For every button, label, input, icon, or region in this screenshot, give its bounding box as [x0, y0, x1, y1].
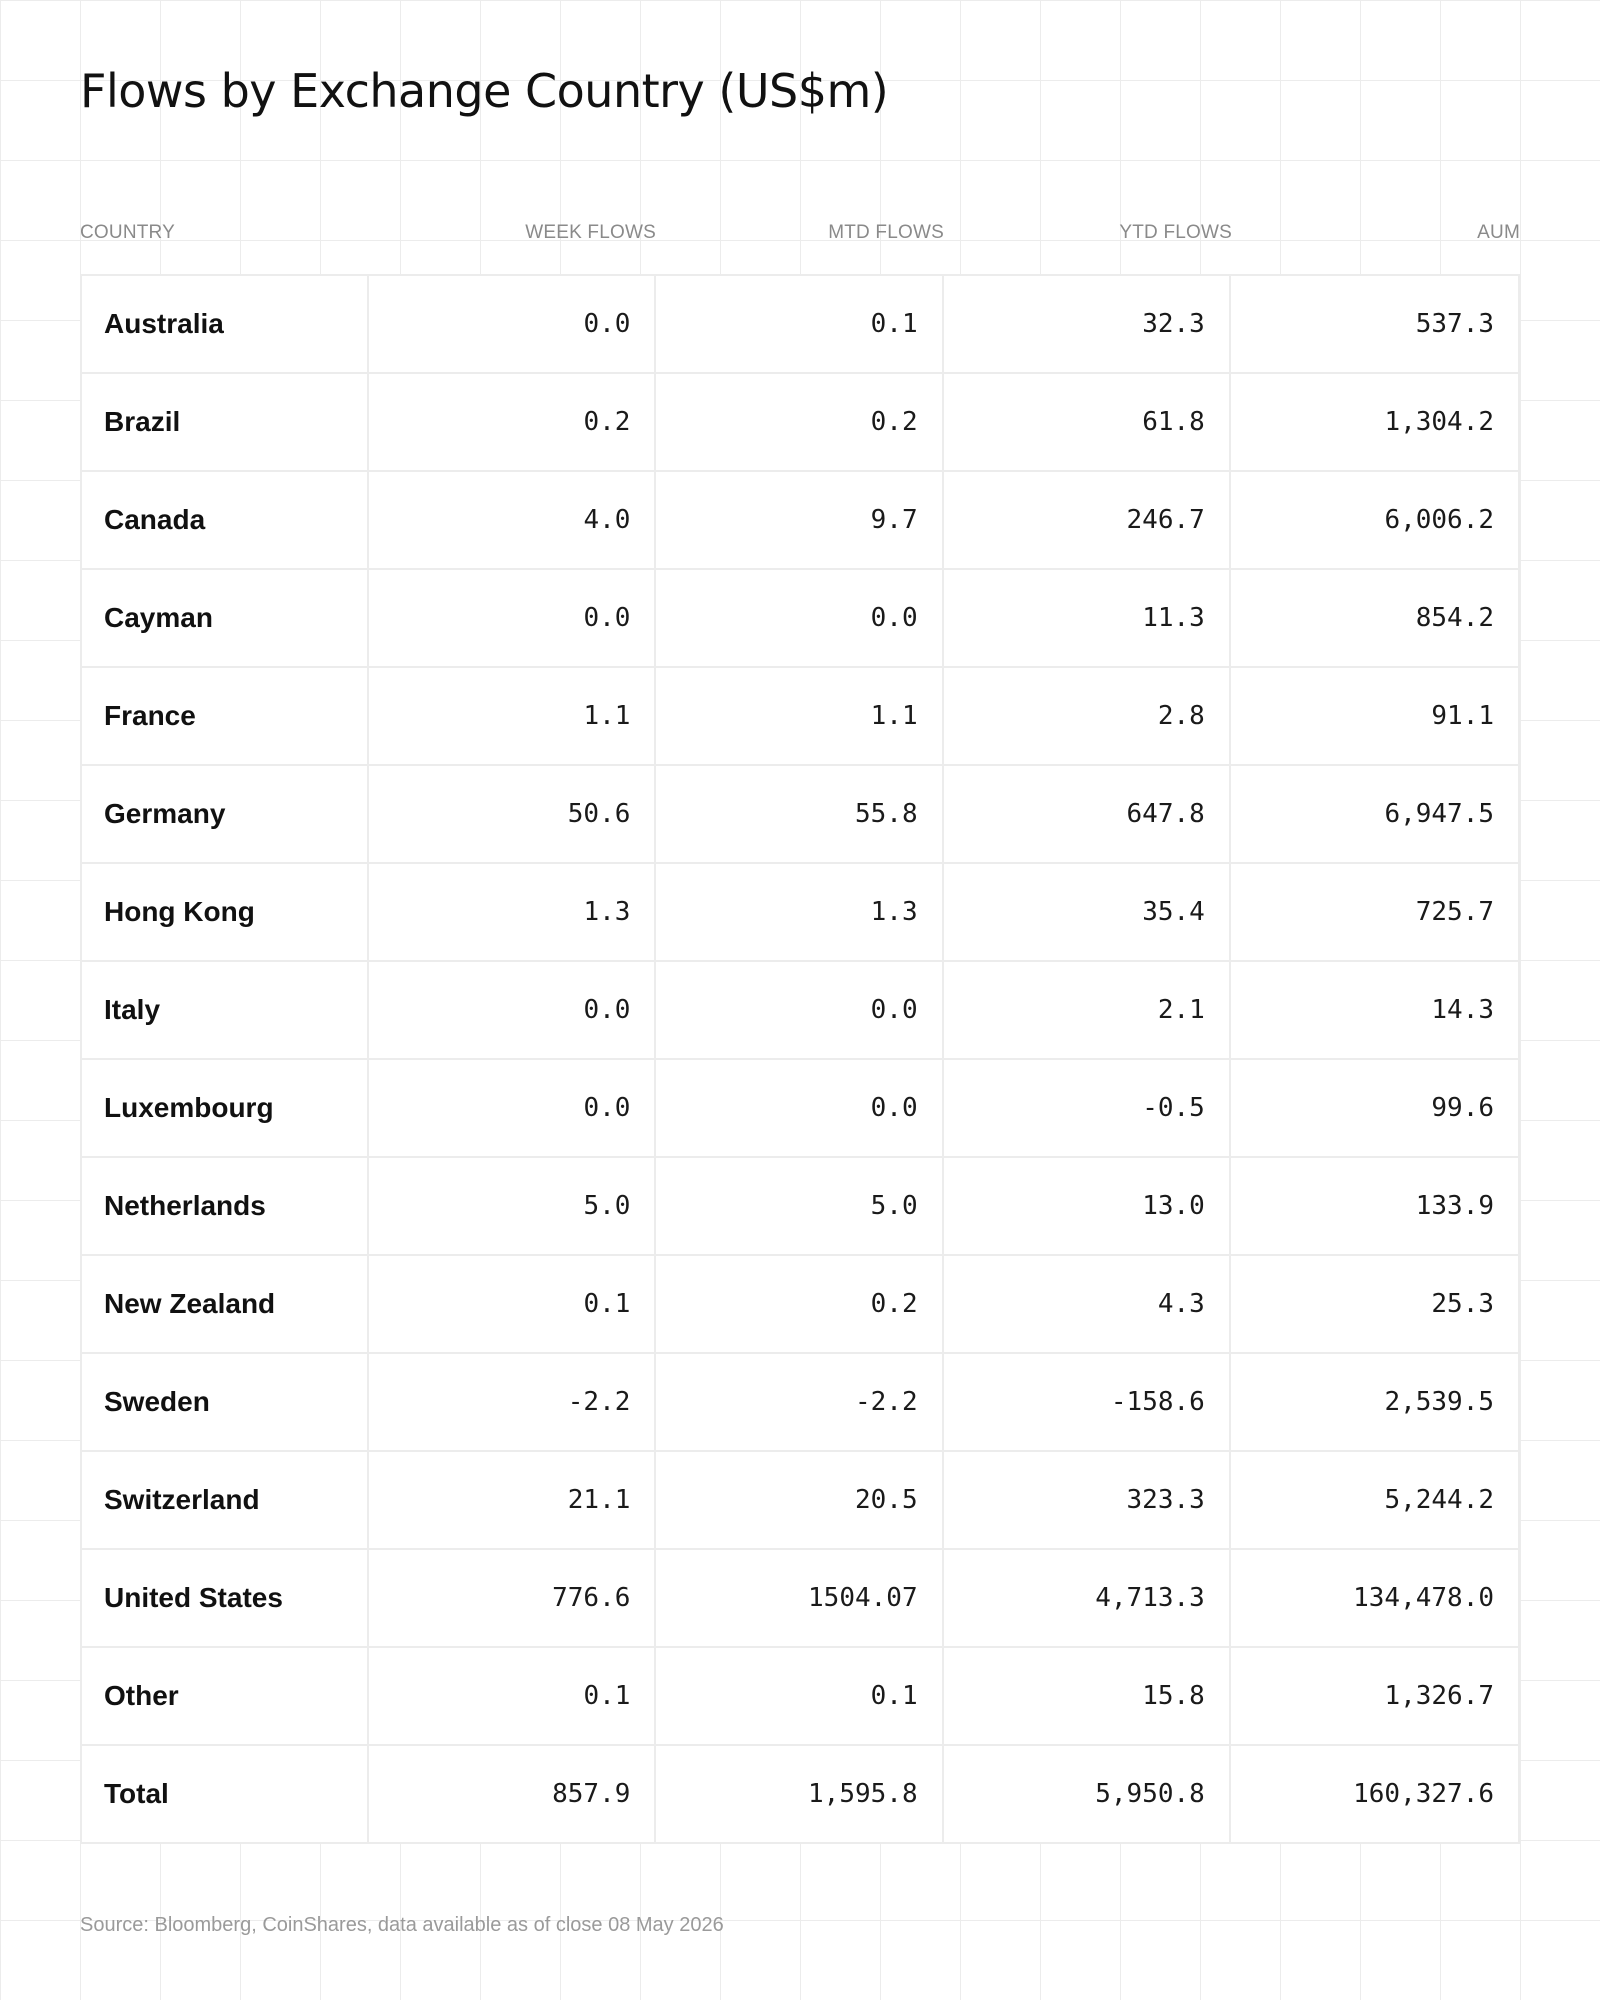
- table-row: [80, 1256, 1520, 1354]
- week-flows-cell: 4.0: [369, 472, 656, 568]
- source-note: Source: Bloomberg, CoinShares, data available as of close 08 May 2026: [80, 1914, 724, 1936]
- ytd-flows-cell: -158.6: [944, 1354, 1231, 1450]
- column-header-week-flows: WEEK FLOWS: [525, 222, 656, 243]
- ytd-flows-cell: 2.1: [944, 962, 1231, 1058]
- aum-cell: 99.6: [1431, 1093, 1495, 1123]
- ytd-flows-cell: 15.8: [944, 1648, 1231, 1744]
- mtd-flows-cell: 0.0: [656, 1060, 943, 1156]
- aum-cell: 6,006.2: [1384, 505, 1495, 535]
- column-header-aum: AUM: [1477, 222, 1520, 243]
- mtd-flows-cell: 0.1: [656, 1648, 943, 1744]
- week-flows-cell: 1.3: [369, 864, 656, 960]
- table-row: [80, 1452, 1520, 1550]
- country-cell: Netherlands: [82, 1158, 369, 1254]
- table-row: [80, 1746, 1520, 1844]
- ytd-flows-cell: 11.3: [944, 570, 1231, 666]
- mtd-flows-cell: 55.8: [656, 766, 943, 862]
- aum-cell: 854.2: [1415, 603, 1495, 633]
- mtd-flows-cell: 0.2: [656, 1256, 943, 1352]
- table-row: [80, 570, 1520, 668]
- ytd-flows-cell: -0.5: [944, 1060, 1231, 1156]
- aum-cell: 160,327.6: [1353, 1779, 1495, 1809]
- mtd-flows-cell: 9.7: [656, 472, 943, 568]
- country-cell: Switzerland: [82, 1452, 369, 1548]
- country-cell: Total: [82, 1746, 369, 1842]
- week-flows-cell: 1.1: [369, 668, 656, 764]
- week-flows-cell: 0.1: [369, 1256, 656, 1352]
- aum-cell: 1,326.7: [1384, 1681, 1495, 1711]
- mtd-flows-cell: -2.2: [656, 1354, 943, 1450]
- aum-cell: 133.9: [1415, 1191, 1495, 1221]
- ytd-flows-cell: 32.3: [944, 276, 1231, 372]
- mtd-flows-cell: 5.0: [656, 1158, 943, 1254]
- table-header-row: [80, 222, 1520, 250]
- ytd-flows-cell: 2.8: [944, 668, 1231, 764]
- mtd-flows-cell: 1,595.8: [656, 1746, 943, 1842]
- week-flows-cell: 0.2: [369, 374, 656, 470]
- country-cell: United States: [82, 1550, 369, 1646]
- mtd-flows-cell: 0.0: [656, 570, 943, 666]
- country-cell: Cayman: [82, 570, 369, 666]
- week-flows-cell: 0.0: [369, 276, 656, 372]
- table-row: [80, 864, 1520, 962]
- aum-cell: 537.3: [1415, 309, 1495, 339]
- flows-table: [80, 274, 1520, 1844]
- ytd-flows-cell: 246.7: [944, 472, 1231, 568]
- week-flows-cell: 0.0: [369, 962, 656, 1058]
- mtd-flows-cell: 0.1: [656, 276, 943, 372]
- week-flows-cell: 50.6: [369, 766, 656, 862]
- ytd-flows-cell: 4.3: [944, 1256, 1231, 1352]
- aum-cell: 1,304.2: [1384, 407, 1495, 437]
- mtd-flows-cell: 0.0: [656, 962, 943, 1058]
- week-flows-cell: 0.1: [369, 1648, 656, 1744]
- country-cell: France: [82, 668, 369, 764]
- country-cell: Italy: [82, 962, 369, 1058]
- ytd-flows-cell: 4,713.3: [944, 1550, 1231, 1646]
- week-flows-cell: -2.2: [369, 1354, 656, 1450]
- mtd-flows-cell: 20.5: [656, 1452, 943, 1548]
- column-header-country: COUNTRY: [80, 222, 175, 243]
- aum-cell: 134,478.0: [1353, 1583, 1495, 1613]
- week-flows-cell: 857.9: [369, 1746, 656, 1842]
- table-row: [80, 276, 1520, 374]
- table-row: [80, 472, 1520, 570]
- week-flows-cell: 0.0: [369, 1060, 656, 1156]
- country-cell: Hong Kong: [82, 864, 369, 960]
- country-cell: Sweden: [82, 1354, 369, 1450]
- ytd-flows-cell: 61.8: [944, 374, 1231, 470]
- country-cell: Canada: [82, 472, 369, 568]
- table-row: [80, 1648, 1520, 1746]
- chart-title: Flows by Exchange Country (US$m): [80, 64, 889, 118]
- ytd-flows-cell: 323.3: [944, 1452, 1231, 1548]
- aum-cell: 6,947.5: [1384, 799, 1495, 829]
- week-flows-cell: 21.1: [369, 1452, 656, 1548]
- mtd-flows-cell: 1504.07: [656, 1550, 943, 1646]
- table-row: [80, 1158, 1520, 1256]
- aum-cell: 14.3: [1431, 995, 1495, 1025]
- aum-cell: 725.7: [1415, 897, 1495, 927]
- table-row: [80, 962, 1520, 1060]
- table-row: [80, 766, 1520, 864]
- country-cell: Brazil: [82, 374, 369, 470]
- country-cell: Germany: [82, 766, 369, 862]
- ytd-flows-cell: 5,950.8: [944, 1746, 1231, 1842]
- week-flows-cell: 5.0: [369, 1158, 656, 1254]
- column-header-ytd-flows: YTD FLOWS: [1119, 222, 1232, 243]
- aum-cell: 2,539.5: [1384, 1387, 1495, 1417]
- table-row: [80, 1060, 1520, 1158]
- table-row: [80, 374, 1520, 472]
- table-row: [80, 1354, 1520, 1452]
- aum-cell: 5,244.2: [1384, 1485, 1495, 1515]
- week-flows-cell: 0.0: [369, 570, 656, 666]
- ytd-flows-cell: 13.0: [944, 1158, 1231, 1254]
- country-cell: Other: [82, 1648, 369, 1744]
- country-cell: Australia: [82, 276, 369, 372]
- country-cell: New Zealand: [82, 1256, 369, 1352]
- mtd-flows-cell: 1.1: [656, 668, 943, 764]
- column-header-mtd-flows: MTD FLOWS: [828, 222, 944, 243]
- ytd-flows-cell: 647.8: [944, 766, 1231, 862]
- table-row: [80, 1550, 1520, 1648]
- ytd-flows-cell: 35.4: [944, 864, 1231, 960]
- mtd-flows-cell: 1.3: [656, 864, 943, 960]
- country-cell: Luxembourg: [82, 1060, 369, 1156]
- mtd-flows-cell: 0.2: [656, 374, 943, 470]
- aum-cell: 25.3: [1431, 1289, 1495, 1319]
- table-row: [80, 668, 1520, 766]
- aum-cell: 91.1: [1431, 701, 1495, 731]
- week-flows-cell: 776.6: [369, 1550, 656, 1646]
